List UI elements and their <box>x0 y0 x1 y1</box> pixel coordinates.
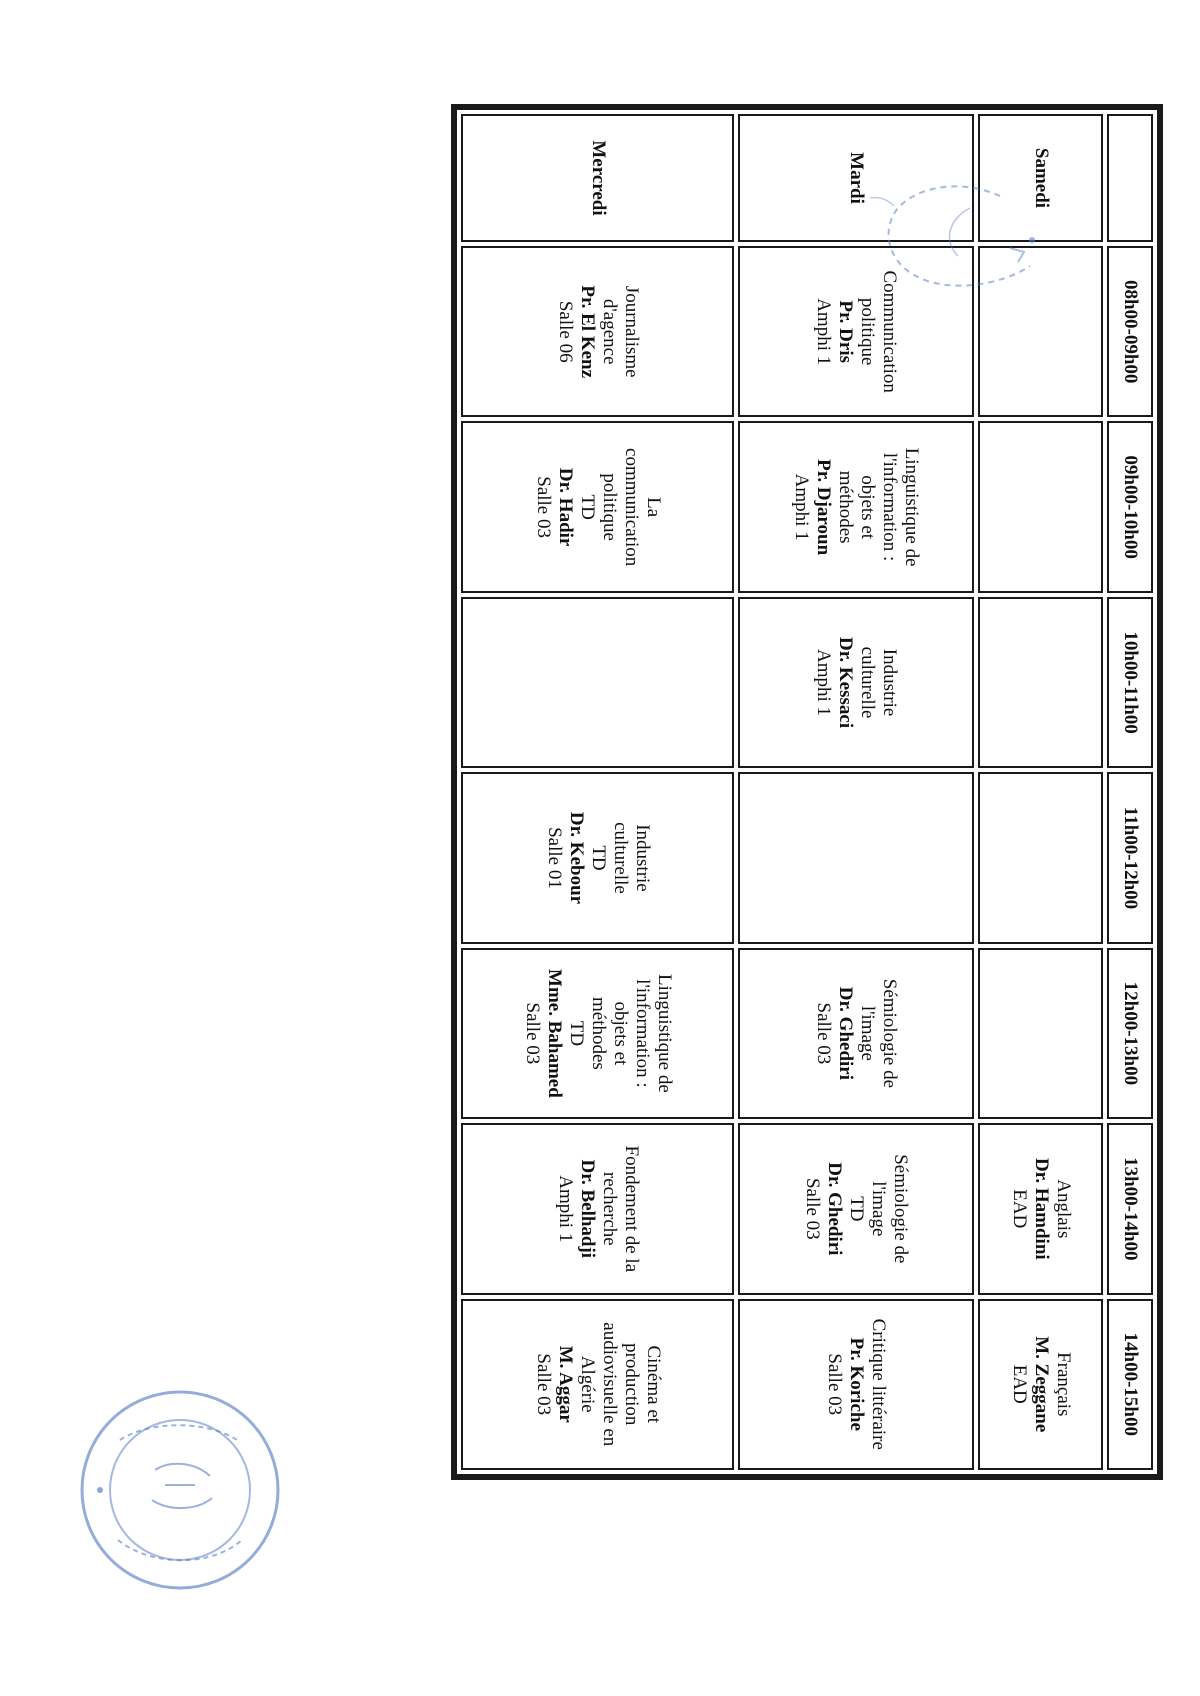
hour-header-row <box>1107 114 1153 1470</box>
course-text: Industrie <box>631 824 653 892</box>
course-text: Industrie <box>879 648 901 717</box>
course-cell <box>461 1299 734 1470</box>
course-cell <box>461 948 734 1119</box>
teacher-name: Dr. Ghediri <box>824 1162 846 1256</box>
day-row-mercredi <box>461 114 734 1470</box>
teacher-name: Pr. Koriche <box>846 1337 868 1431</box>
course-text: EAD <box>1008 1189 1030 1229</box>
day-row-mardi <box>738 114 974 1470</box>
hour-header-2: 10h00-11h00 <box>1107 597 1153 768</box>
course-text: production <box>620 1343 642 1426</box>
course-cell <box>978 1123 1103 1294</box>
teacher-name: Dr. Kessaci <box>835 636 857 729</box>
course-text: culturelle <box>609 822 631 894</box>
course-text: Amphi 1 <box>813 649 835 717</box>
course-text: Amphi 1 <box>791 473 813 541</box>
course-text: Salle 03 <box>532 476 554 538</box>
corner-cell <box>1107 114 1153 242</box>
course-cell <box>461 772 734 943</box>
hour-header-1: 09h00-10h00 <box>1107 421 1153 592</box>
day-row-samedi <box>978 114 1103 1470</box>
course-text: d'agence <box>598 298 620 365</box>
hour-header-4: 12h00-13h00 <box>1107 948 1153 1119</box>
course-cell <box>738 1123 974 1294</box>
course-cell <box>461 246 734 417</box>
day-label: Mercredi <box>461 114 734 242</box>
empty-cell <box>461 597 734 768</box>
course-cell <box>738 421 974 592</box>
course-text: Français <box>1052 1352 1074 1417</box>
course-text: l'image <box>857 1005 879 1061</box>
course-text: Amphi 1 <box>554 1175 576 1243</box>
course-text: Salle 01 <box>543 827 565 889</box>
stamp-top-icon <box>850 178 1060 298</box>
hour-header-3: 11h00-12h00 <box>1107 772 1153 943</box>
course-text: Salle 06 <box>554 300 576 363</box>
course-cell <box>738 1299 974 1470</box>
course-text: EAD <box>1008 1364 1030 1404</box>
teacher-name: Mme. Bahamed <box>543 969 565 1098</box>
empty-cell <box>978 772 1103 943</box>
course-text: culturelle <box>857 646 879 719</box>
course-text: Algérie <box>576 1355 598 1413</box>
course-cell <box>978 1299 1103 1470</box>
course-text: communication <box>620 448 642 567</box>
course-text: TD <box>587 845 609 871</box>
teacher-name: M. Zeggane <box>1030 1336 1052 1433</box>
course-text: La <box>642 497 664 518</box>
teacher-name: Dr. Ghediri <box>835 986 857 1081</box>
course-text: Linguistique de <box>653 974 675 1093</box>
course-text: Sémiologie de <box>879 978 901 1089</box>
course-text: TD <box>565 1020 587 1047</box>
empty-cell <box>978 597 1103 768</box>
timetable-frame <box>451 104 1163 1480</box>
course-text: TD <box>846 1196 868 1222</box>
course-text: Anglais <box>1052 1179 1074 1239</box>
course-text: Salle 03 <box>824 1353 846 1416</box>
course-cell <box>461 1123 734 1294</box>
course-text: audiovisuelle en <box>598 1322 620 1447</box>
course-text: Salle 03 <box>521 1002 543 1065</box>
teacher-name: Pr. Dris <box>835 300 857 364</box>
course-text: Journalisme <box>620 285 642 378</box>
course-text: recherche <box>598 1171 620 1246</box>
course-text: Salle 03 <box>532 1353 554 1416</box>
course-text: Fondement de la <box>620 1145 642 1273</box>
course-text: Linguistique de <box>901 447 923 567</box>
teacher-name: Pr. El Kenz <box>576 285 598 379</box>
course-text: Salle 03 <box>802 1177 824 1240</box>
teacher-name: Dr. Hadir <box>554 467 576 547</box>
timetable <box>457 110 1157 1474</box>
course-text: méthodes <box>587 996 609 1070</box>
course-text: Critique littéraire <box>868 1318 890 1450</box>
course-cell <box>738 948 974 1119</box>
teacher-name: Pr. Djaroun <box>813 459 835 556</box>
course-text: TD <box>576 494 598 520</box>
course-text: objets et <box>857 475 879 540</box>
course-text: Amphi 1 <box>813 298 835 366</box>
hour-header-6: 14h00-15h00 <box>1107 1299 1153 1470</box>
course-text: politique <box>598 473 620 541</box>
course-text: Cinéma et <box>642 1345 664 1424</box>
teacher-name: Dr. Belhadji <box>576 1159 598 1259</box>
course-text: Salle 03 <box>813 1002 835 1065</box>
teacher-name: M. Aggar <box>554 1345 576 1423</box>
course-text: objets et <box>609 1001 631 1066</box>
course-cell <box>738 597 974 768</box>
hour-header-5: 13h00-14h00 <box>1107 1123 1153 1294</box>
course-text: méthodes <box>835 470 857 544</box>
course-text: politique <box>857 297 879 366</box>
teacher-name: Dr. Kebour <box>565 811 587 905</box>
stamp-bottom-icon <box>60 1380 290 1610</box>
course-text: Sémiologie de <box>890 1154 912 1264</box>
hour-header-0: 08h00-09h00 <box>1107 246 1153 417</box>
empty-cell <box>978 948 1103 1119</box>
empty-cell <box>738 772 974 943</box>
course-text: Communication <box>879 270 901 393</box>
empty-cell <box>978 421 1103 592</box>
course-text: l'information : <box>631 979 653 1088</box>
course-cell <box>461 421 734 592</box>
course-text: l'information : <box>879 452 901 562</box>
day-label: Mardi <box>738 114 974 242</box>
teacher-name: Dr. Hamdini <box>1030 1157 1052 1260</box>
day-label: Samedi <box>978 114 1103 242</box>
course-text: l'image <box>868 1181 890 1237</box>
